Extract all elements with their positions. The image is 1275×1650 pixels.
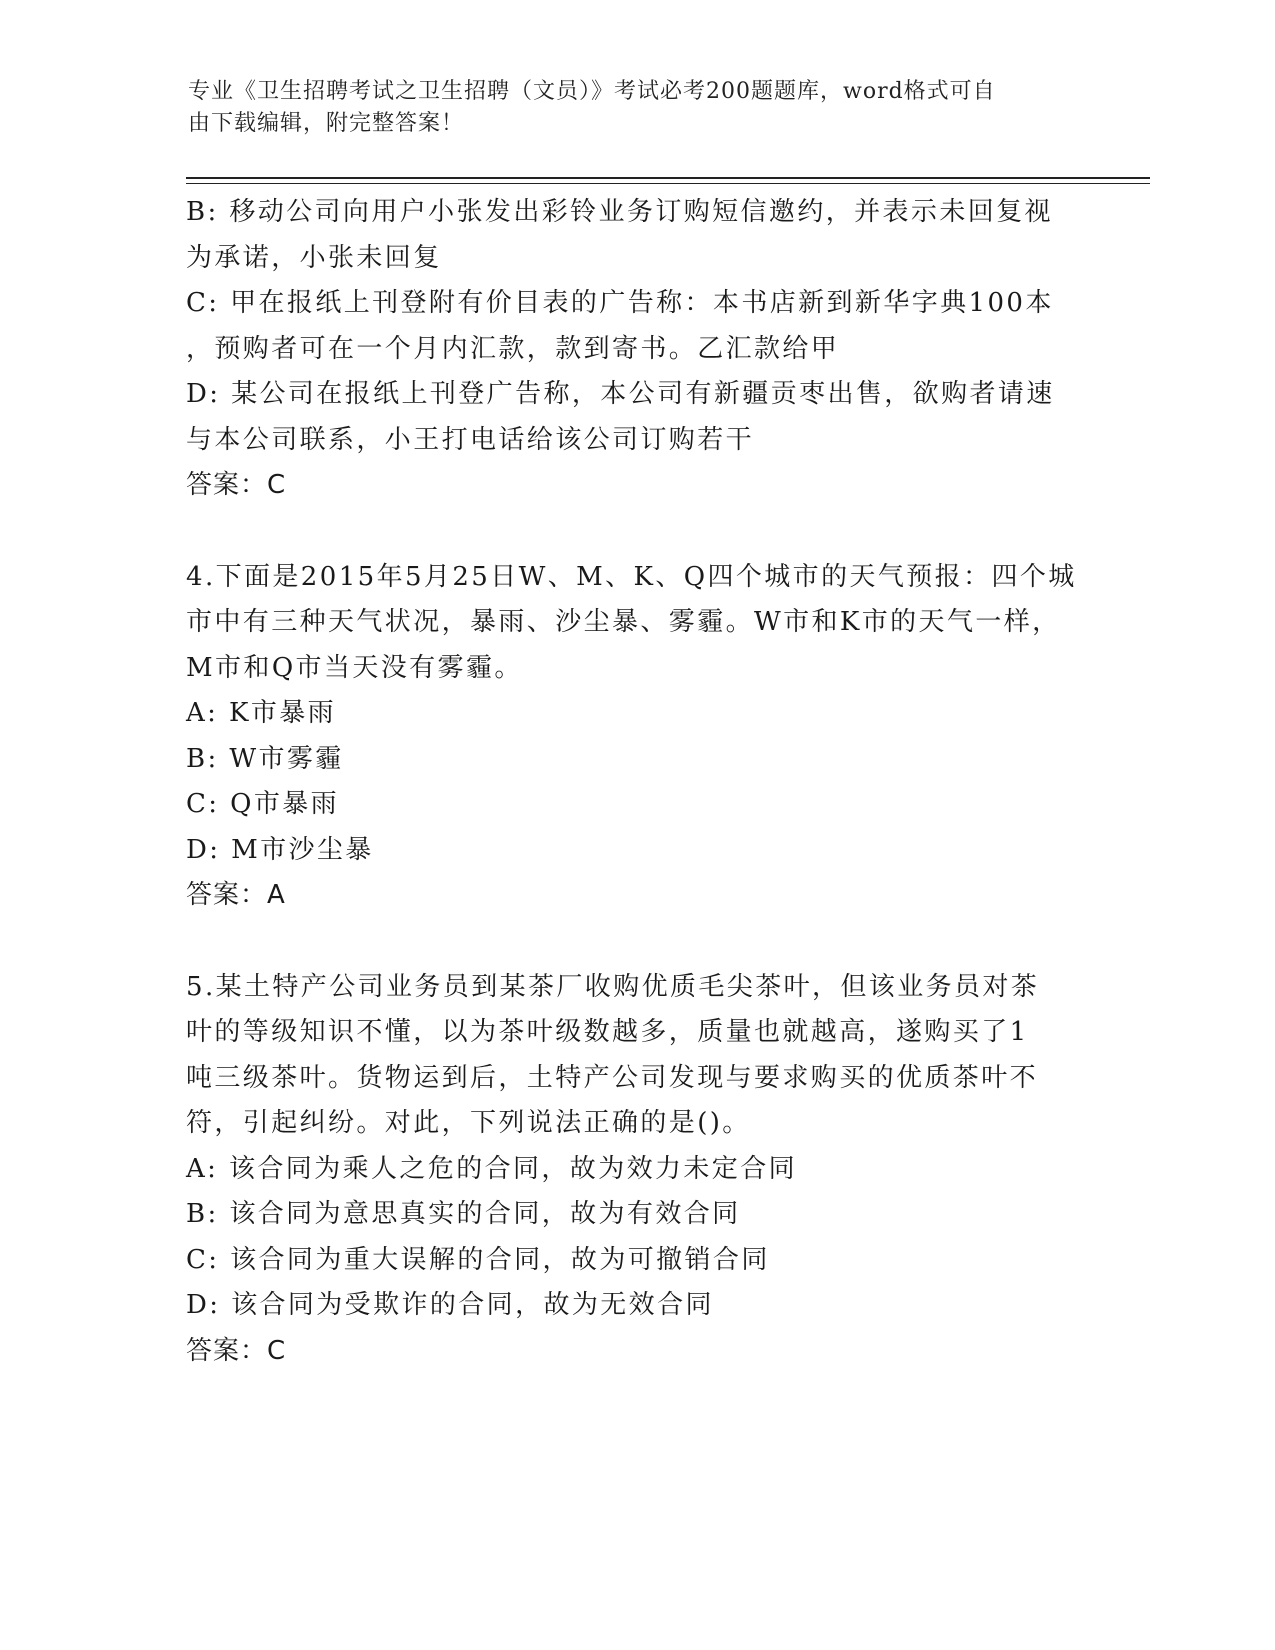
q5-stem-line-3: 吨三级茶叶。货物运到后，土特产公司发现与要求购买的优质茶叶不 bbox=[186, 1062, 1039, 1093]
q4-answer: 答案：A bbox=[186, 880, 286, 910]
document-header bbox=[188, 76, 1068, 140]
q3-option-c-line-2: ，预购者可在一个月内汇款，款到寄书。乙汇款给甲 bbox=[186, 333, 840, 364]
q4-option-d: D: M市沙尘暴 bbox=[186, 834, 374, 865]
q3-answer: 答案：C bbox=[186, 470, 287, 500]
spacer bbox=[186, 919, 1086, 965]
q5-stem-line-4: 符，引起纠纷。对此，下列说法正确的是()。 bbox=[186, 1108, 751, 1138]
document-body bbox=[186, 190, 1086, 1374]
question-5 bbox=[186, 965, 1086, 1375]
header-line-2: 由下载编辑，附完整答案！ bbox=[188, 111, 465, 136]
q3-option-d-line-2: 与本公司联系，小王打电话给该公司订购若干 bbox=[186, 424, 755, 455]
q4-stem-line-3: M市和Q市当天没有雾霾。 bbox=[186, 652, 523, 683]
q5-answer: 答案：C bbox=[186, 1335, 287, 1366]
q4-stem-line-1: 4.下面是2015年5月25日W、M、K、Q四个城市的天气预报：四个城 bbox=[186, 561, 1077, 592]
header-divider-thick bbox=[186, 177, 1150, 179]
question-4 bbox=[186, 555, 1086, 919]
q4-option-b: B: W市雾霾 bbox=[186, 743, 344, 774]
q5-option-d: D: 该合同为受欺诈的合同，故为无效合同 bbox=[186, 1290, 714, 1320]
question-3-tail bbox=[186, 190, 1086, 509]
q5-option-c: C: 该合同为重大误解的合同，故为可撤销合同 bbox=[186, 1244, 770, 1275]
header-divider-thin bbox=[186, 183, 1150, 184]
spacer bbox=[186, 509, 1086, 555]
q5-stem-line-1: 5.某土特产公司业务员到某茶厂收购优质毛尖茶叶，但该业务员对茶 bbox=[186, 971, 1040, 1002]
q5-stem-line-2: 叶的等级知识不懂，以为茶叶级数越多，质量也就越高，遂购买了1 bbox=[186, 1017, 1029, 1047]
q5-option-a: A: 该合同为乘人之危的合同，故为效力未定合同 bbox=[186, 1153, 798, 1184]
q4-option-a: A: K市暴雨 bbox=[186, 698, 337, 728]
q4-option-c: C: Q市暴雨 bbox=[186, 789, 340, 819]
q4-stem-line-2: 市中有三种天气状况，暴雨、沙尘暴、雾霾。W市和K市的天气一样， bbox=[186, 607, 1061, 637]
q3-option-b-line-1: B: 移动公司向用户小张发出彩铃业务订购短信邀约，并表示未回复视 bbox=[186, 197, 1053, 227]
q3-option-b-line-2: 为承诺，小张未回复 bbox=[186, 242, 442, 273]
q3-option-c-line-1: C: 甲在报纸上刊登附有价目表的广告称：本书店新到新华字典100本 bbox=[186, 288, 1054, 318]
q3-option-d-line-1: D: 某公司在报纸上刊登广告称，本公司有新疆贡枣出售，欲购者请速 bbox=[186, 379, 1055, 409]
q5-option-b: B: 该合同为意思真实的合同，故为有效合同 bbox=[186, 1199, 741, 1229]
header-line-1: 专业《卫生招聘考试之卫生招聘（文员）》考试必考200题题库，word格式可自 bbox=[188, 79, 996, 104]
